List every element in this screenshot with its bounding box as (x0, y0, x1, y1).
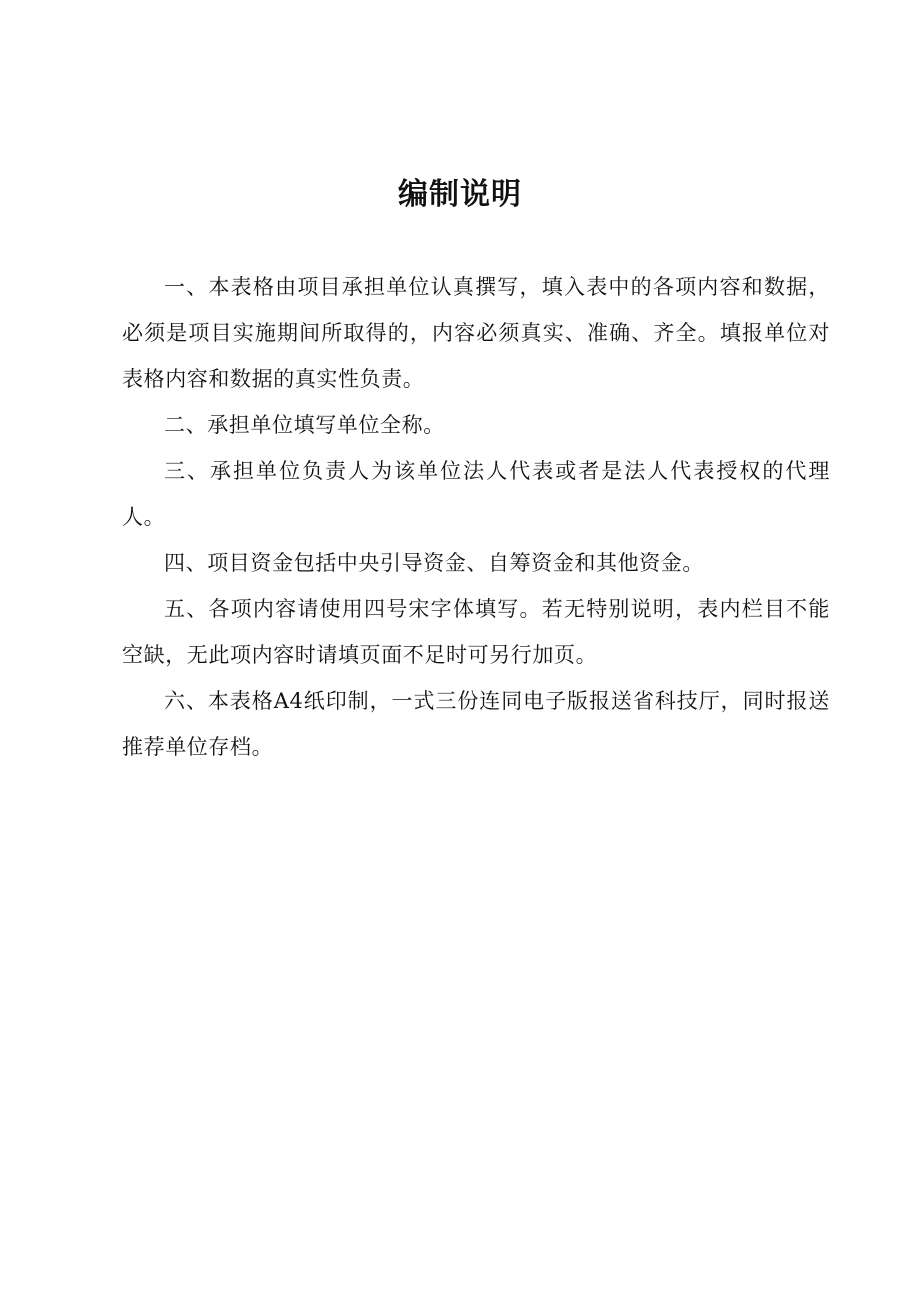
instructions-body (122, 264, 830, 770)
instruction-paragraph-3: 三、承担单位负责人为该单位法人代表或者是法人代表授权的代理人。 (122, 459, 830, 529)
instruction-paragraph-6: 六、本表格A4纸印制，一式三份连同电子版报送省科技厅，同时报送推荐单位存档。 (122, 689, 830, 759)
instruction-paragraph-5: 五、各项内容请使用四号宋字体填写。若无特别说明，表内栏目不能空缺，无此项内容时请填页面不足时可另行加页。 (122, 597, 830, 667)
page-title: 编制说明 (398, 177, 522, 212)
instruction-paragraph-4: 四、项目资金包括中央引导资金、自筹资金和其他资金。 (164, 551, 704, 575)
instruction-paragraph-2: 二、承担单位填写单位全称。 (164, 413, 445, 437)
instruction-paragraph-1: 一、本表格由项目承担单位认真撰写，填入表中的各项内容和数据，必须是项目实施期间所取得的，内容必须真实、准确、齐全。填报单位对表格内容和数据的真实性负责。 (122, 275, 830, 391)
